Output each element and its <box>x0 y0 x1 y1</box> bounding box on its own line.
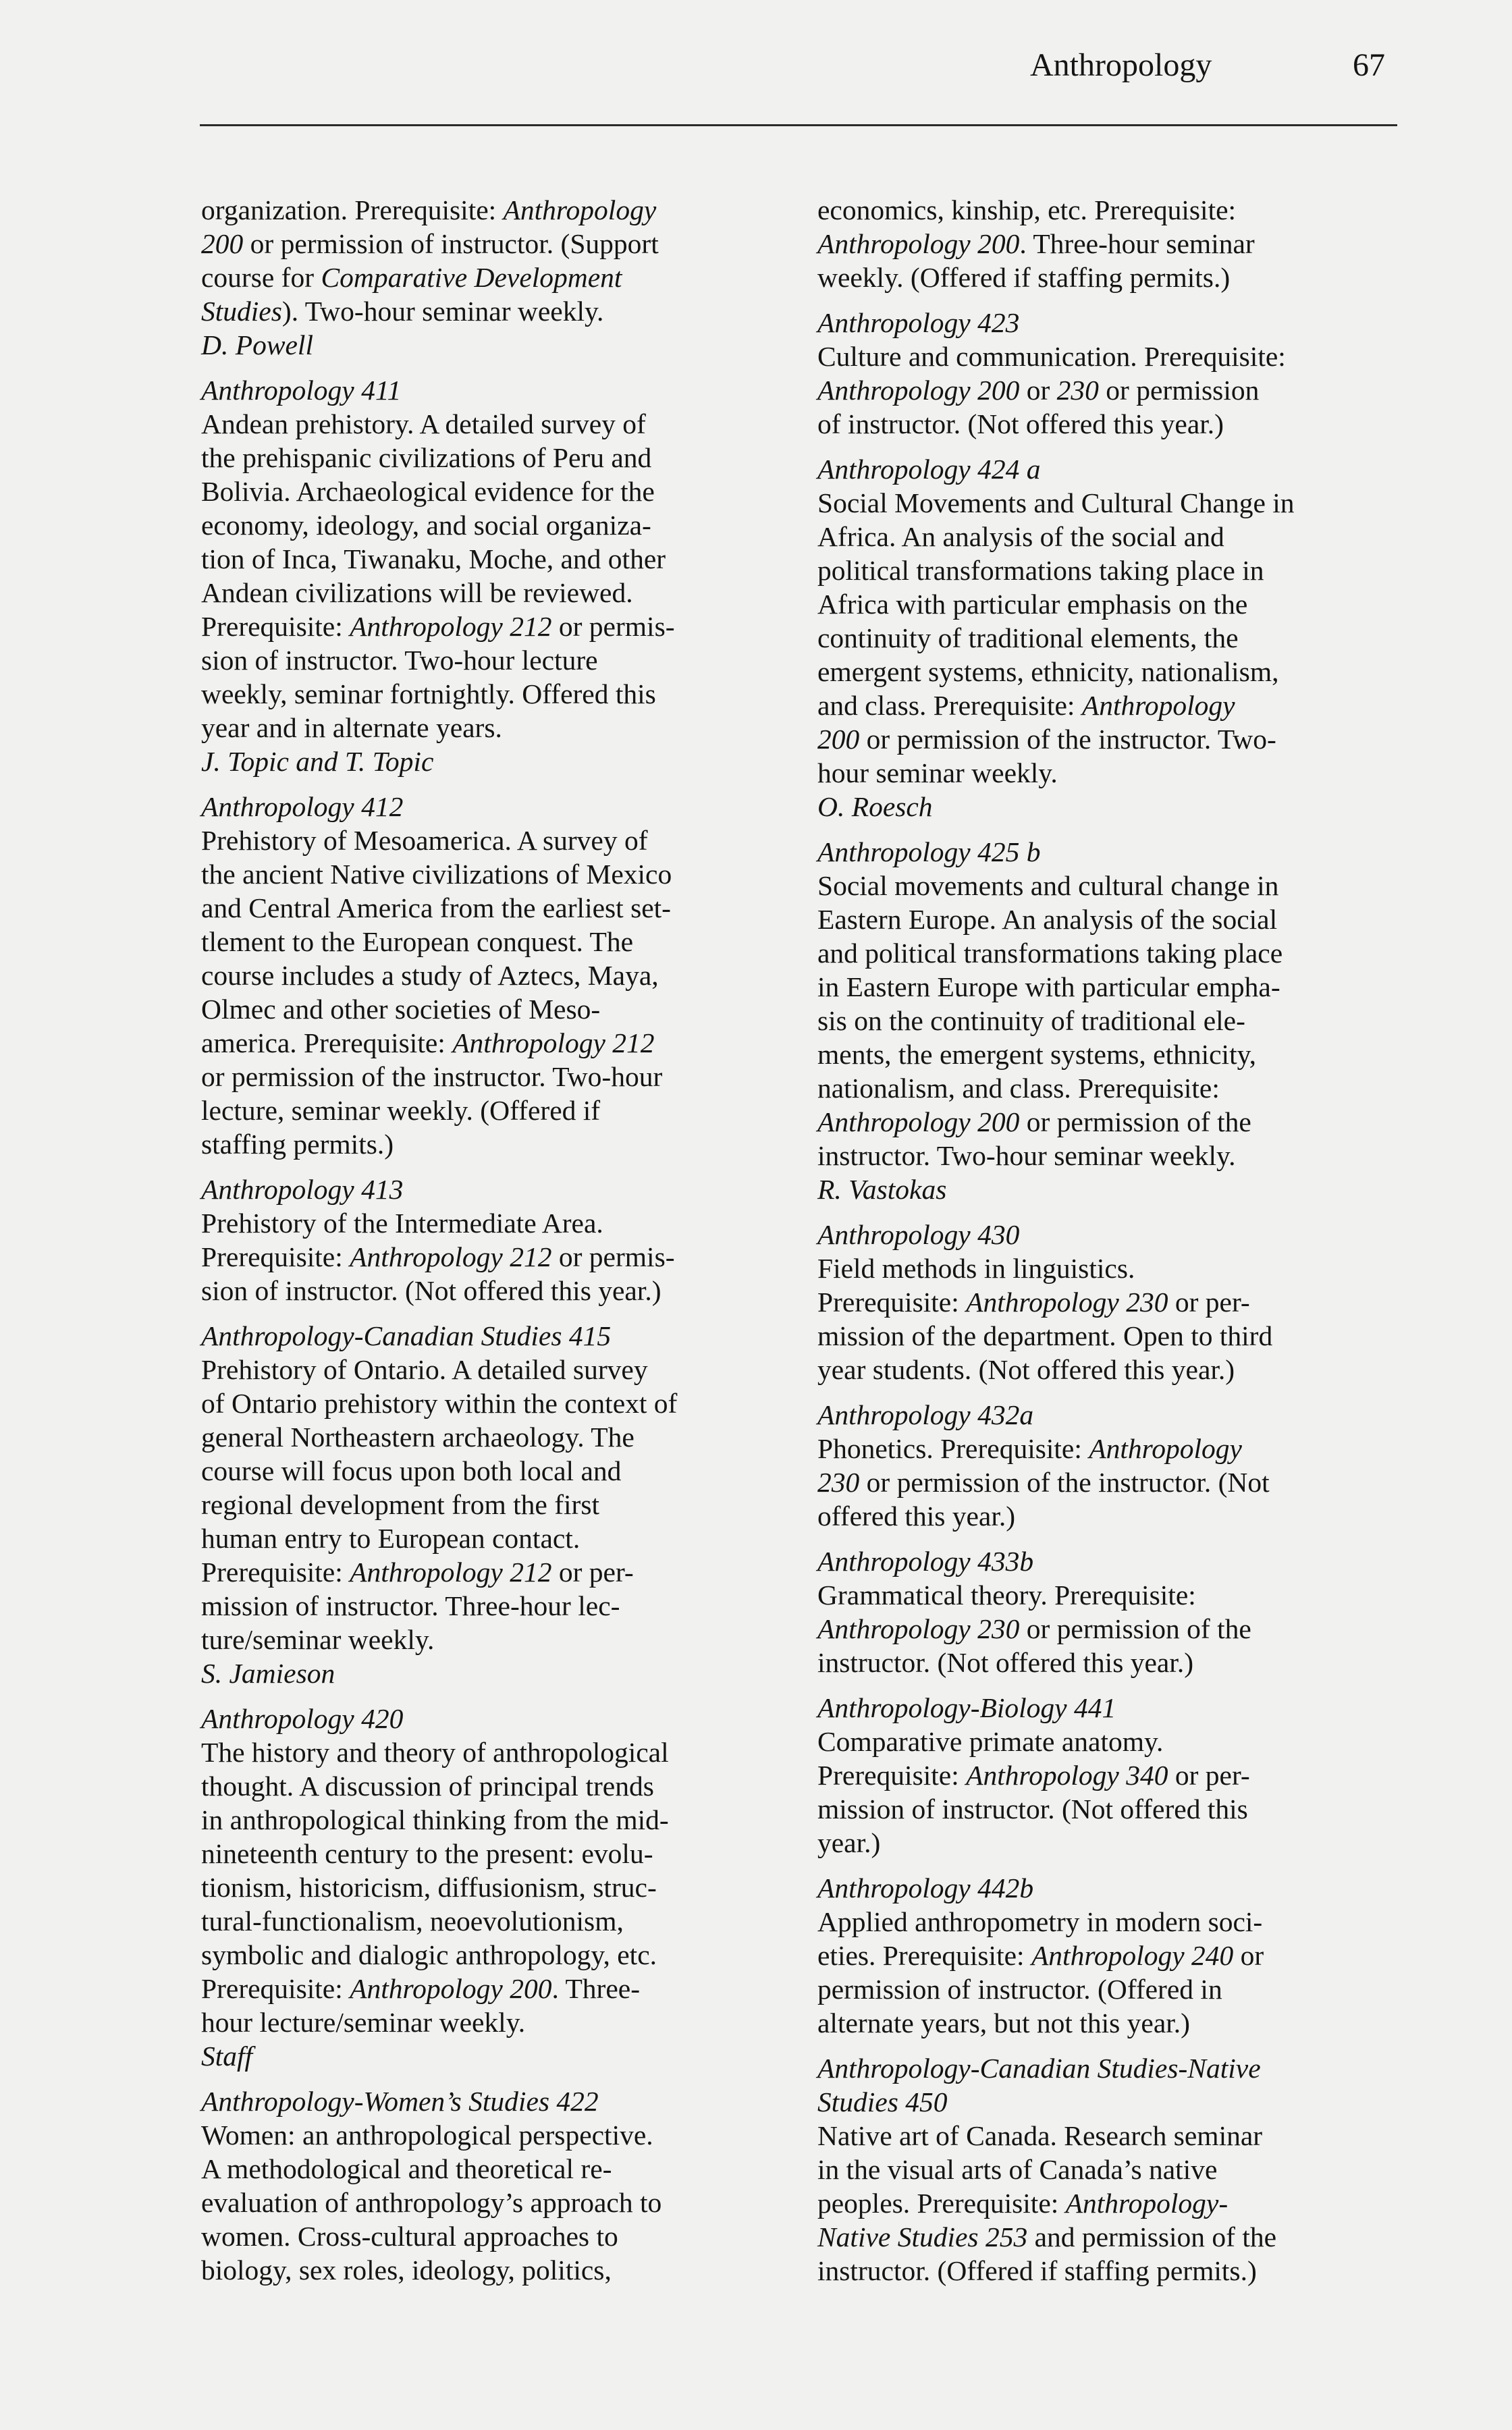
course-heading: Anthropology 412 <box>201 791 404 822</box>
italic-reference: 230 <box>817 1467 860 1498</box>
course-description-line: mission of instructor. (Not offered this <box>817 1793 1248 1825</box>
course-description-line: instructor. (Not offered this year.) <box>817 1647 1194 1678</box>
italic-reference: Anthropology 200 <box>350 1973 552 2004</box>
course-description-line: staffing permits.) <box>201 1129 394 1160</box>
course-entry <box>817 452 1418 824</box>
course-description-line: general Northeastern archaeology. The <box>201 1422 634 1453</box>
course-description-line: Prerequisite: Anthropology 212 or permis- <box>201 1241 675 1272</box>
italic-reference: Anthropology 212 <box>350 1557 552 1588</box>
course-description-line: Phonetics. Prerequisite: Anthropology <box>817 1433 1242 1464</box>
course-entry <box>817 1398 1418 1533</box>
course-heading: Anthropology 424 a <box>817 454 1041 485</box>
course-description-line: Prerequisite: Anthropology 212 or permis- <box>201 611 675 642</box>
course-description-line: 200 or permission of instructor. (Support <box>201 228 659 259</box>
course-description-line: lecture, seminar weekly. (Offered if <box>201 1095 601 1126</box>
left-column <box>201 193 802 2298</box>
course-description-line: mission of instructor. Three-hour lec- <box>201 1590 620 1621</box>
course-description-line: Anthropology 200. Three-hour seminar <box>817 228 1255 259</box>
course-description-line: economy, ideology, and social organiza- <box>201 510 651 541</box>
italic-reference: Comparative Development <box>321 262 622 293</box>
italic-reference: Anthropology 212 <box>452 1027 655 1058</box>
course-heading: Anthropology 420 <box>201 1703 404 1734</box>
course-description-line: A methodological and theoretical re- <box>201 2153 612 2184</box>
course-description-line: year and in alternate years. <box>201 712 502 743</box>
course-description-line: 230 or permission of the instructor. (Not <box>817 1467 1270 1498</box>
course-description-line: Prerequisite: Anthropology 230 or per- <box>817 1287 1250 1318</box>
course-entry <box>817 1544 1418 1679</box>
course-description-line: instructor. (Offered if staffing permits.) <box>817 2255 1257 2286</box>
italic-reference: Anthropology 200 <box>817 375 1020 406</box>
course-description-line: human entry to European contact. <box>201 1523 580 1554</box>
course-entry <box>817 2051 1418 2288</box>
course-description-line: Africa. An analysis of the social and <box>817 521 1224 552</box>
italic-reference: Anthropology 230 <box>817 1613 1020 1644</box>
course-description-line: organization. Prerequisite: Anthropology <box>201 194 657 225</box>
course-description-line: Anthropology 200 or permission of the <box>817 1106 1251 1137</box>
course-entry <box>201 1172 802 1307</box>
italic-reference: Anthropology 230 <box>966 1287 1168 1318</box>
course-description-line: Comparative primate anatomy. <box>817 1726 1164 1757</box>
italic-reference: Anthropology <box>1089 1433 1242 1464</box>
course-description-line: nationalism, and class. Prerequisite: <box>817 1073 1220 1104</box>
course-description-line: hour seminar weekly. <box>817 757 1058 788</box>
course-description-line: sion of instructor. Two-hour lecture <box>201 645 598 676</box>
course-description-line: mission of the department. Open to third <box>817 1320 1273 1351</box>
course-description-line: year students. (Not offered this year.) <box>817 1354 1235 1385</box>
course-description-line: course will focus upon both local and <box>201 1455 622 1486</box>
course-description-line: Olmec and other societies of Meso- <box>201 994 601 1025</box>
course-description-line: Prerequisite: Anthropology 340 or per- <box>817 1760 1250 1791</box>
course-description-line: Prehistory of the Intermediate Area. <box>201 1208 603 1239</box>
course-description-line: evaluation of anthropology’s approach to <box>201 2187 662 2218</box>
italic-reference: Anthropology 212 <box>350 1241 552 1272</box>
course-description-line: in the visual arts of Canada’s native <box>817 2154 1218 2185</box>
course-description-line: the ancient Native civilizations of Mexico <box>201 859 672 890</box>
course-instructor: Staff <box>201 2041 253 2072</box>
course-description-line: continuity of traditional elements, the <box>817 622 1239 653</box>
course-description-line: Prehistory of Mesoamerica. A survey of <box>201 825 648 856</box>
course-description-line: thought. A discussion of principal trends <box>201 1771 654 1802</box>
course-description-line: Studies). Two-hour seminar weekly. <box>201 296 604 327</box>
course-description-line: alternate years, but not this year.) <box>817 2007 1190 2039</box>
course-heading: Anthropology 425 b <box>817 836 1041 867</box>
course-description-line: political transformations taking place in <box>817 555 1264 586</box>
course-description-line: and class. Prerequisite: Anthropology <box>817 690 1235 721</box>
course-description-line: Andean prehistory. A detailed survey of <box>201 408 646 439</box>
course-description-line: in anthropological thinking from the mid- <box>201 1804 669 1835</box>
course-description-line: symbolic and dialogic anthropology, etc. <box>201 1939 657 1970</box>
italic-reference: 200 <box>201 228 244 259</box>
page-header <box>0 42 1512 89</box>
course-instructor: R. Vastokas <box>817 1174 947 1205</box>
course-heading: Anthropology-Biology 441 <box>817 1692 1116 1723</box>
course-heading: Studies 450 <box>817 2086 948 2117</box>
course-entry <box>817 193 1418 294</box>
course-heading: Anthropology 430 <box>817 1219 1020 1250</box>
course-description-line: the prehispanic civilizations of Peru and <box>201 442 652 473</box>
course-description-line: tion of Inca, Tiwanaku, Moche, and other <box>201 543 666 574</box>
course-entry <box>817 1218 1418 1386</box>
italic-reference: 200 <box>817 724 860 755</box>
italic-reference: Studies <box>201 296 282 327</box>
course-description-line: Prerequisite: Anthropology 212 or per- <box>201 1557 634 1588</box>
course-description-line: america. Prerequisite: Anthropology 212 <box>201 1027 655 1058</box>
course-instructor: S. Jamieson <box>201 1658 335 1689</box>
course-description-line: Social Movements and Cultural Change in <box>817 487 1295 518</box>
course-description-line: tlement to the European conquest. The <box>201 926 633 957</box>
course-description-line: and Central America from the earliest set- <box>201 892 671 923</box>
course-description-line: weekly. (Offered if staffing permits.) <box>817 262 1231 293</box>
running-title: Anthropology <box>1030 47 1212 83</box>
italic-reference: 230 <box>1056 375 1099 406</box>
italic-reference: Anthropology 340 <box>966 1760 1168 1791</box>
course-description-line: ments, the emergent systems, ethnicity, <box>817 1039 1257 1070</box>
right-column <box>817 193 1418 2299</box>
course-entry <box>201 2084 802 2287</box>
header-rule <box>200 124 1397 126</box>
course-description-line: Native art of Canada. Research seminar <box>817 2120 1263 2151</box>
course-description-line: course includes a study of Aztecs, Maya, <box>201 960 659 991</box>
course-description-line: of instructor. (Not offered this year.) <box>817 408 1224 439</box>
course-instructor: D. Powell <box>201 329 313 360</box>
course-description-line: in Eastern Europe with particular empha- <box>817 971 1280 1002</box>
course-heading: Anthropology-Canadian Studies-Native <box>817 2053 1261 2084</box>
course-description-line: Eastern Europe. An analysis of the social <box>817 904 1278 935</box>
course-description-line: eties. Prerequisite: Anthropology 240 or <box>817 1940 1264 1971</box>
course-description-line: Bolivia. Archaeological evidence for the <box>201 476 655 507</box>
course-heading: Anthropology 442b <box>817 1872 1034 1904</box>
course-description-line: course for Comparative Development <box>201 262 622 293</box>
italic-reference: Anthropology <box>1081 690 1235 721</box>
course-description-line: Applied anthropometry in modern soci- <box>817 1906 1263 1937</box>
course-description-line: sion of instructor. (Not offered this year.) <box>201 1275 662 1306</box>
course-description-line: Culture and communication. Prerequisite: <box>817 341 1286 372</box>
course-heading: Anthropology-Canadian Studies 415 <box>201 1320 612 1351</box>
course-description-line: regional development from the first <box>201 1489 600 1520</box>
course-heading: Anthropology 423 <box>817 307 1020 338</box>
course-instructor: J. Topic and T. Topic <box>201 746 434 777</box>
course-heading: Anthropology-Women’s Studies 422 <box>201 2086 599 2117</box>
italic-reference: Anthropology 200 <box>817 228 1020 259</box>
course-entry <box>201 373 802 778</box>
course-description-line: Grammatical theory. Prerequisite: <box>817 1580 1196 1611</box>
course-heading: Anthropology 411 <box>201 375 402 406</box>
course-description-line: Field methods in linguistics. <box>817 1253 1135 1284</box>
course-description-line: instructor. Two-hour seminar weekly. <box>817 1140 1236 1171</box>
course-entry <box>817 1871 1418 2040</box>
italic-reference: Anthropology 240 <box>1031 1940 1234 1971</box>
course-description-line: Anthropology 200 or 230 or permission <box>817 375 1260 406</box>
course-entry <box>201 193 802 362</box>
course-description-line: ture/seminar weekly. <box>201 1624 435 1655</box>
course-description-line: permission of instructor. (Offered in <box>817 1974 1222 2005</box>
course-description-line: biology, sex roles, ideology, politics, <box>201 2254 612 2286</box>
course-description-line: economics, kinship, etc. Prerequisite: <box>817 194 1237 225</box>
course-description-line: Africa with particular emphasis on the <box>817 589 1248 620</box>
course-description-line: nineteenth century to the present: evolu- <box>201 1838 653 1869</box>
course-description-line: weekly, seminar fortnightly. Offered this <box>201 678 656 709</box>
course-description-line: hour lecture/seminar weekly. <box>201 2007 526 2038</box>
italic-reference: Native Studies 253 <box>817 2221 1028 2252</box>
course-description-line: of Ontario prehistory within the context of <box>201 1388 678 1419</box>
course-description-line: Andean civilizations will be reviewed. <box>201 577 633 608</box>
course-description-line: or permission of the instructor. Two-hour <box>201 1061 663 1092</box>
italic-reference: Anthropology- <box>1065 2188 1228 2219</box>
course-entry <box>817 306 1418 441</box>
course-description-line: Native Studies 253 and permission of the <box>817 2221 1277 2252</box>
course-heading: Anthropology 432a <box>817 1399 1034 1430</box>
italic-reference: Anthropology <box>503 194 657 225</box>
course-description-line: women. Cross-cultural approaches to <box>201 2221 618 2252</box>
course-description-line: tionism, historicism, diffusionism, struc- <box>201 1872 657 1903</box>
course-description-line: Anthropology 230 or permission of the <box>817 1613 1251 1644</box>
course-instructor: O. Roesch <box>817 791 933 822</box>
course-entry <box>201 790 802 1161</box>
course-description-line: emergent systems, ethnicity, nationalism, <box>817 656 1279 687</box>
course-heading: Anthropology 413 <box>201 1174 404 1205</box>
course-entry <box>817 835 1418 1206</box>
course-entry <box>201 1702 802 2073</box>
course-description-line: Prerequisite: Anthropology 200. Three- <box>201 1973 641 2004</box>
course-description-line: 200 or permission of the instructor. Two- <box>817 724 1276 755</box>
course-entry <box>817 1691 1418 1860</box>
italic-reference: Anthropology 212 <box>350 611 552 642</box>
italic-reference: Anthropology 200 <box>817 1106 1020 1137</box>
course-description-line: offered this year.) <box>817 1501 1016 1532</box>
course-heading: Anthropology 433b <box>817 1546 1034 1577</box>
course-description-line: The history and theory of anthropological <box>201 1737 669 1768</box>
course-description-line: Social movements and cultural change in <box>817 870 1279 901</box>
course-description-line: peoples. Prerequisite: Anthropology- <box>817 2188 1228 2219</box>
course-description-line: sis on the continuity of traditional ele- <box>817 1005 1245 1036</box>
course-description-line: Women: an anthropological perspective. <box>201 2120 653 2151</box>
course-entry <box>201 1319 802 1690</box>
course-description-line: and political transformations taking place <box>817 938 1283 969</box>
course-description-line: tural-functionalism, neoevolutionism, <box>201 1906 624 1937</box>
course-description-line: Prehistory of Ontario. A detailed survey <box>201 1354 648 1385</box>
course-description-line: year.) <box>817 1827 881 1858</box>
page-number: 67 <box>1353 47 1385 83</box>
